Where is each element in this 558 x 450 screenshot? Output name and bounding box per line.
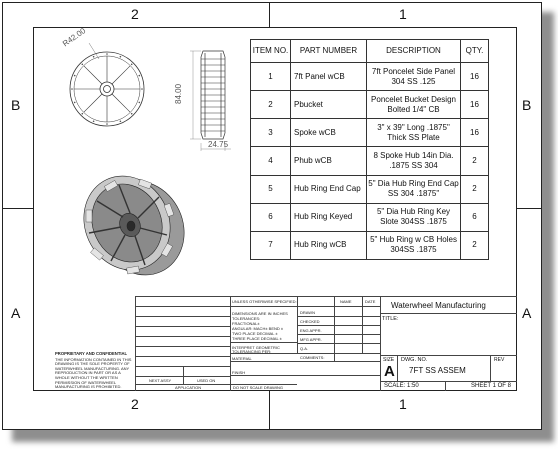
interpret-line: INTERPRET GEOMETRIC [232, 345, 280, 350]
proprietary-body: THE INFORMATION CONTAINED IN THIS DRAWING IS THE SOLE PROPERTY OF WATERWHEEL MANUFACTURING. ANY REPRODUCTION IN PART OR AS A WHOLE WITHOUT THE WRITTEN PERMISSION OF WATERWHEEL MANUFACTURING IS PROHIBITED. [55, 356, 132, 390]
qty: 2 [461, 231, 489, 259]
bom-row [251, 231, 489, 259]
qty: 16 [461, 63, 489, 91]
interpret-line: TOLERANCING PER: [232, 349, 272, 354]
item-no: 4 [251, 147, 291, 175]
item-no: 2 [251, 91, 291, 119]
proprietary-notice [55, 352, 135, 390]
description: 5" Dia Hub Ring End Cap SS 304 .1875" [367, 175, 461, 203]
zone-tick [517, 208, 542, 209]
rev-label: REV [494, 357, 505, 363]
bom-header-row [251, 40, 489, 63]
part-number: Hub Ring wCB [291, 231, 367, 259]
bom-row [251, 147, 489, 175]
part-number: Phub wCB [291, 147, 367, 175]
width-dimension: 24.75 [208, 140, 229, 149]
date-label: DATE [365, 299, 376, 304]
zone-left-b: B [11, 97, 21, 113]
dwg-no-value: 7FT SS ASSEM [409, 366, 466, 375]
zone-tick [269, 391, 270, 430]
size-value: A [384, 363, 395, 380]
used-on-label: USED ON [197, 378, 216, 383]
finish-label: FINISH [232, 370, 246, 375]
dims-line: ANGULAR: MACH± BEND ± [232, 326, 284, 331]
description: Poncelet Bucket Design Bolted 1/4" CB [367, 91, 461, 119]
zone-right-a: A [522, 305, 532, 321]
scale-text: SCALE: 1:50 [384, 383, 419, 389]
title-label: TITLE: [382, 316, 399, 322]
header-part-number: PART NUMBER [291, 40, 367, 63]
header-item-no: ITEM NO. [251, 40, 291, 63]
bom-row [251, 91, 489, 119]
zone-tick [3, 208, 33, 209]
part-number: Spoke wCB [291, 119, 367, 147]
zone-left-a: A [11, 305, 21, 321]
bom-row [251, 119, 489, 147]
qty: 6 [461, 203, 489, 231]
drawing-sheet [2, 2, 542, 430]
description: 5" Hub Ring w CB Holes 304SS .1875 [367, 231, 461, 259]
part-number: Pbucket [291, 91, 367, 119]
dims-line: THREE PLACE DECIMAL ± [232, 336, 282, 341]
qty: 2 [461, 147, 489, 175]
qty: 16 [461, 91, 489, 119]
dims-line: DIMENSIONS ARE IN INCHES [232, 311, 288, 316]
wheel-isometric-view [75, 173, 195, 283]
bom-row [251, 175, 489, 203]
item-no: 1 [251, 63, 291, 91]
header-qty: QTY. [461, 40, 489, 63]
comments-label: COMMENTS: [300, 355, 325, 360]
bill-of-materials-table [250, 39, 489, 260]
unless-specified: UNLESS OTHERWISE SPECIFIED: [232, 299, 297, 304]
part-number: 7ft Panel wCB [291, 63, 367, 91]
sheet-text: SHEET 1 OF 8 [471, 383, 511, 389]
description: 7ft Poncelet Side Panel 304 SS .125 [367, 63, 461, 91]
checked-label: CHECKED [300, 319, 320, 324]
description: 8 Spoke Hub 14in Dia. .1875 SS 304 [367, 147, 461, 175]
bom-row [251, 63, 489, 91]
header-description: DESCRIPTION [367, 40, 461, 63]
title-block [135, 296, 517, 391]
drawn-label: DRAWN [300, 310, 315, 315]
proprietary-heading: PROPRIETARY AND CONFIDENTIAL [55, 351, 128, 356]
next-assy-label: NEXT ASSY [149, 378, 172, 383]
dims-line: TWO PLACE DECIMAL ± [232, 331, 278, 336]
description: 3" x 39" Long .1875" Thick SS Plate [367, 119, 461, 147]
item-no: 7 [251, 231, 291, 259]
size-label: SIZE [383, 357, 395, 363]
zone-tick [269, 3, 270, 27]
qty: 2 [461, 175, 489, 203]
radius-dimension: R42.00 [61, 26, 88, 49]
part-number: Hub Ring Keyed [291, 203, 367, 231]
item-no: 6 [251, 203, 291, 231]
application-label: APPLICATION [175, 385, 202, 390]
zone-bottom-1: 1 [399, 396, 407, 412]
dims-line: TOLERANCES: [232, 316, 261, 321]
qa-label: Q.A. [300, 346, 309, 351]
material-label: MATERIAL [232, 356, 252, 361]
eng-appr-label: ENG APPR. [300, 328, 322, 333]
name-label: NAME [340, 299, 352, 304]
dims-line: FRACTIONAL± [232, 321, 260, 326]
zone-top-2: 2 [131, 6, 139, 22]
zone-bottom-2: 2 [131, 396, 139, 412]
part-number: Hub Ring End Cap [291, 175, 367, 203]
company-name: Waterwheel Manufacturing [391, 301, 486, 310]
bom-row [251, 203, 489, 231]
item-no: 3 [251, 119, 291, 147]
zone-right-b: B [522, 97, 532, 113]
zone-top-1: 1 [399, 6, 407, 22]
description: 5" Dia Hub Ring Key Slote 304SS .1875 [367, 203, 461, 231]
no-scale-label: DO NOT SCALE DRAWING [233, 385, 284, 390]
height-dimension: 84.00 [174, 83, 183, 104]
mfg-appr-label: MFG APPR. [300, 337, 322, 342]
item-no: 5 [251, 175, 291, 203]
dwg-no-label: DWG. NO. [401, 357, 428, 363]
qty: 16 [461, 119, 489, 147]
